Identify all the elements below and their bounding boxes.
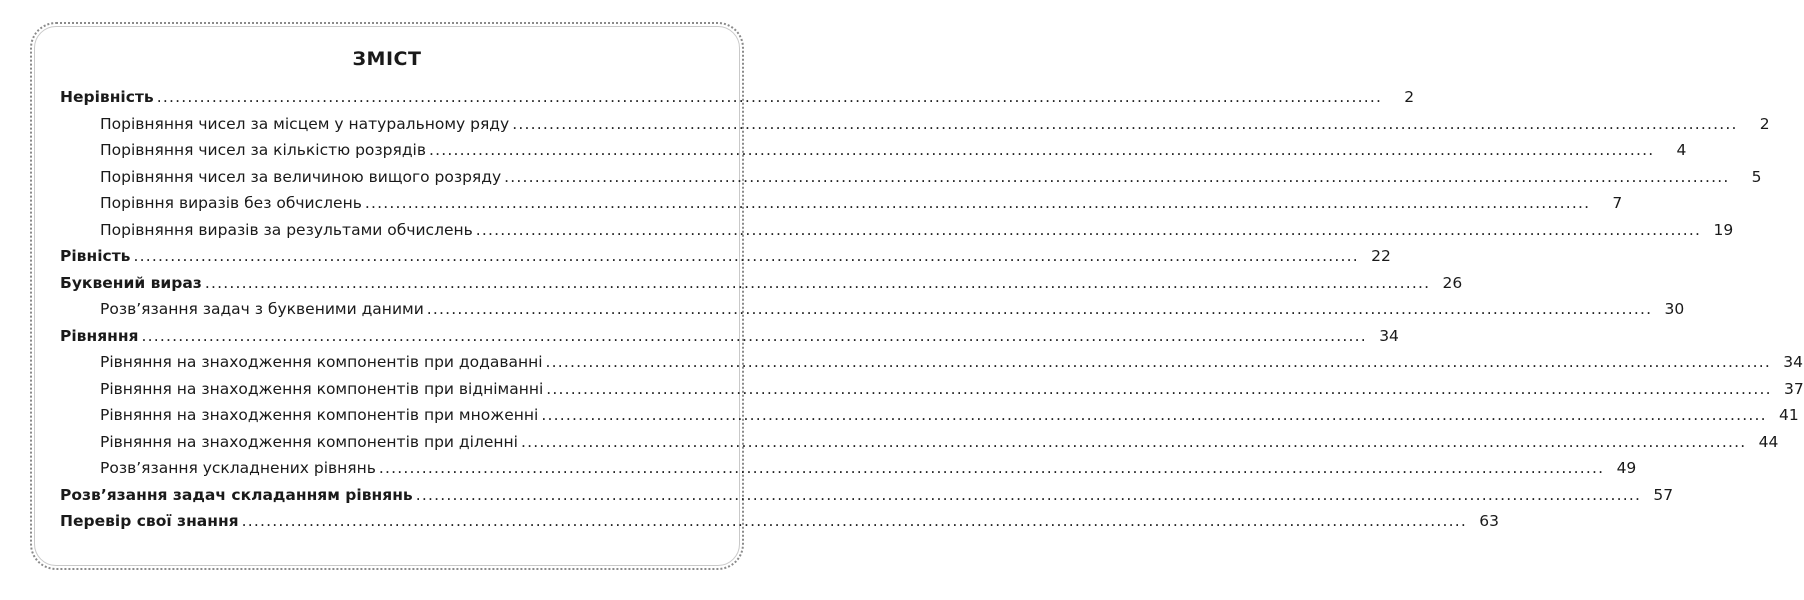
toc-entry[interactable] xyxy=(60,379,1804,407)
toc-entry-label: Рівняння на знаходження компонентів при множенні xyxy=(100,406,539,424)
toc-entry-label: Розв’язання задач складанням рівнянь xyxy=(60,485,413,504)
toc-entry-label: Рівняння на знаходження компонентів при відніманні xyxy=(100,379,544,398)
toc-entry[interactable] xyxy=(60,220,1734,248)
toc-entry[interactable] xyxy=(60,406,1799,433)
toc-entry[interactable] xyxy=(60,300,1685,327)
toc-entry-label: Рівняння на знаходження компонентів при додаванні xyxy=(100,353,543,371)
toc-entry-page: 19 xyxy=(1713,220,1734,239)
toc-entry-label: Перевір свої знання xyxy=(60,512,239,530)
toc-entry-label: Рівняння на знаходження компонентів при діленні xyxy=(100,432,518,451)
toc-entry-page: 44 xyxy=(1758,432,1779,451)
toc-leader-dots: ........................................................................................................................................................................................................ xyxy=(241,512,1468,530)
toc-entry-label: Порівняння чисел за місцем у натуральному ряду xyxy=(100,114,510,133)
toc-leader-dots: ........................................................................................................................................................................................................ xyxy=(475,220,1702,239)
toc-entry[interactable] xyxy=(60,353,1803,380)
toc-entry[interactable] xyxy=(60,141,1687,168)
toc-entry-label: Порівняння чисел за величиною вищого розряду xyxy=(100,167,502,186)
toc-entry-label: Розв’язання ускладнених рівнянь xyxy=(100,459,376,477)
toc-entry-page: 2 xyxy=(1759,114,1770,133)
toc-entry[interactable] xyxy=(60,459,1637,486)
toc-entry-page: 7 xyxy=(1612,194,1623,212)
toc-entry[interactable] xyxy=(60,88,1415,115)
toc-entry[interactable] xyxy=(60,247,1391,274)
toc-leader-dots: ........................................................................................................................................................................................................ xyxy=(546,379,1772,398)
toc-entry-label: Нерівність xyxy=(60,88,154,106)
toc-leader-dots: ........................................................................................................................................................................................................ xyxy=(541,406,1767,424)
toc-entry-page: 5 xyxy=(1751,167,1762,186)
toc-entry-page: 34 xyxy=(1379,326,1399,345)
toc-leader-dots: ........................................................................................................................................................................................................ xyxy=(378,459,1605,477)
toc-entry-label: Порівняння чисел за кількістю розрядів xyxy=(100,141,426,159)
toc-leader-dots: ........................................................................................................................................................................................................ xyxy=(133,247,1359,265)
toc-leader-dots: ........................................................................................................................................................................................................ xyxy=(545,353,1771,371)
toc-entry[interactable] xyxy=(60,326,1399,354)
toc-entry-label: Рівність xyxy=(60,247,131,265)
toc-leader-dots: ........................................................................................................................................................................................................ xyxy=(141,326,1367,345)
toc-entry-page: 4 xyxy=(1676,141,1687,159)
toc-leader-dots: ........................................................................................................................................................................................................ xyxy=(415,485,1642,504)
page-title: ЗМІСТ xyxy=(352,48,422,70)
toc-entry-page: 41 xyxy=(1778,406,1799,424)
toc-entry-label: Буквений вираз xyxy=(60,273,202,292)
toc-leader-dots: ........................................................................................................................................................................................................ xyxy=(364,194,1591,212)
toc-leader-dots: ........................................................................................................................................................................................................ xyxy=(504,167,1730,186)
toc-entry-page: 34 xyxy=(1783,353,1803,371)
toc-entry-page: 63 xyxy=(1479,512,1500,530)
toc-entry[interactable] xyxy=(60,512,1500,539)
toc-leader-dots: ........................................................................................................................................................................................................ xyxy=(520,432,1747,451)
toc-leader-dots: ........................................................................................................................................................................................................ xyxy=(512,114,1738,133)
toc-leader-dots: ........................................................................................................................................................................................................ xyxy=(428,141,1655,159)
toc-entry-page: 37 xyxy=(1783,379,1804,398)
toc-entry[interactable] xyxy=(60,432,1779,460)
toc-entry-page: 49 xyxy=(1616,459,1637,477)
toc-leader-dots: ........................................................................................................................................................................................................ xyxy=(426,300,1653,318)
toc-entry[interactable] xyxy=(60,167,1762,195)
toc-entry[interactable] xyxy=(60,114,1770,142)
toc-entry-label: Порівння виразів без обчислень xyxy=(100,194,362,212)
toc-entry[interactable] xyxy=(60,194,1623,221)
toc-entry[interactable] xyxy=(60,485,1674,513)
toc-entry[interactable] xyxy=(60,273,1463,301)
toc-entry-page: 26 xyxy=(1442,273,1463,292)
toc-leader-dots: ........................................................................................................................................................................................................ xyxy=(204,273,1431,292)
table-of-contents xyxy=(60,88,1804,539)
toc-entry-page: 2 xyxy=(1404,88,1415,106)
toc-entry-page: 30 xyxy=(1664,300,1685,318)
toc-entry-label: Розв’язання задач з буквеними даними xyxy=(100,300,424,318)
toc-entry-page: 22 xyxy=(1371,247,1391,265)
toc-leader-dots: ........................................................................................................................................................................................................ xyxy=(156,88,1383,106)
toc-entry-label: Порівняння виразів за результами обчислень xyxy=(100,220,473,239)
toc-entry-label: Рівняння xyxy=(60,326,139,345)
toc-entry-page: 57 xyxy=(1653,485,1674,504)
